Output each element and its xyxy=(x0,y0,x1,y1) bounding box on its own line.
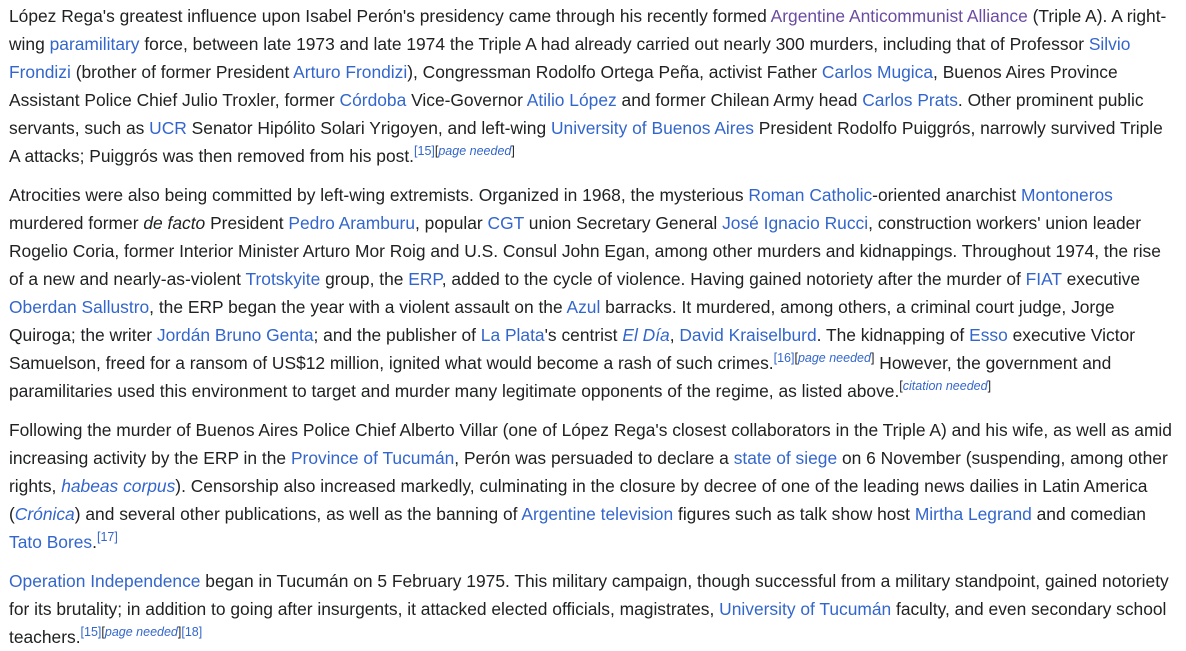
text-run: faculty, and even secondary school teachers. xyxy=(9,599,1167,647)
text-run: 's centrist xyxy=(544,325,623,345)
inline-link[interactable]: state of siege xyxy=(733,448,838,468)
inline-link[interactable]: Córdoba xyxy=(339,90,407,110)
inline-link[interactable]: Atilio López xyxy=(526,90,617,110)
reference-superscript xyxy=(97,530,118,544)
inline-link[interactable]: University of Tucumán xyxy=(719,599,892,619)
paragraph xyxy=(9,2,1177,170)
text-run: However, the government and paramilitaries used this environment to target and murder many legitimate opponents of the regime, as listed above. xyxy=(9,353,1112,401)
inline-link[interactable]: Roman Catholic xyxy=(748,185,873,205)
text-run: ] xyxy=(511,144,515,159)
text-run: Senator Hipólito Solari Yrigoyen, and left-wing xyxy=(186,118,551,138)
text-run: ). Censorship also increased markedly, culminating in the closure by decree of one of the leading news dailies in Latin America ( xyxy=(9,476,1148,524)
reference-superscript xyxy=(414,144,515,158)
text-run: [ xyxy=(899,379,903,394)
inline-link[interactable]: David Kraiselburd xyxy=(679,325,817,345)
inline-link[interactable]: Oberdan Sallustro xyxy=(9,297,150,317)
inline-link[interactable]: Tato Bores xyxy=(9,532,93,552)
text-run: , xyxy=(669,325,680,345)
inline-link[interactable]: Argentine television xyxy=(521,504,674,524)
paragraph xyxy=(9,416,1177,556)
text-run: executive xyxy=(1061,269,1141,289)
link-text: citation needed xyxy=(902,379,988,394)
text-run: ; and the publisher of xyxy=(313,325,481,345)
reference-superscript xyxy=(899,379,991,393)
inline-link[interactable]: Silvio Frondizi xyxy=(9,34,1131,82)
inline-link[interactable]: FIAT xyxy=(1025,269,1062,289)
text-run: , construction workers' union leader Rogelio Coria, former Interior Minister Arturo Mor Roig and U.S. Consul John Egan, among other murders and kidnappings. Throughout 1974, the rise of a new and nearly-as-violent xyxy=(9,213,1161,289)
link-text: page needed xyxy=(104,625,178,640)
text-run: ] xyxy=(870,351,875,366)
link-text: page needed xyxy=(438,144,512,159)
text-run: Vice-Governor xyxy=(406,90,527,110)
inline-link[interactable]: La Plata xyxy=(480,325,545,345)
text-run: , popular xyxy=(415,213,488,233)
text-run: , Buenos Aires Province Assistant Police Chief Julio Troxler, former xyxy=(9,62,1118,110)
paragraph xyxy=(9,181,1177,405)
link-text: El Día xyxy=(622,325,670,345)
text-run: executive Victor Samuelson, freed for a ransom of US$12 million, ignited what would become a rash of such crimes. xyxy=(9,325,1136,373)
inline-link[interactable]: Pedro Aramburu xyxy=(288,213,416,233)
inline-link[interactable]: CGT xyxy=(487,213,524,233)
citation-link[interactable]: [18] xyxy=(181,625,203,640)
inline-link[interactable]: Trotskyite xyxy=(245,269,321,289)
inline-link-italic[interactable] xyxy=(61,476,175,496)
citation-link[interactable]: [15] xyxy=(80,625,102,640)
inline-link[interactable]: Province of Tucumán xyxy=(290,448,455,468)
inline-link[interactable]: ERP xyxy=(408,269,442,289)
italic-text: de facto xyxy=(143,213,206,233)
text-run: force, between late 1973 and late 1974 the Triple A had already carried out nearly 300 murders, including that of Professor xyxy=(139,34,1089,54)
inline-link[interactable]: José Ignacio Rucci xyxy=(722,213,869,233)
reference-superscript xyxy=(774,351,875,365)
inline-link-italic[interactable] xyxy=(622,325,669,345)
paragraph xyxy=(9,567,1177,651)
citation-link[interactable]: [17] xyxy=(96,530,118,545)
text-run: ] xyxy=(987,379,992,394)
text-run: . Other prominent public servants, such as xyxy=(9,90,1144,138)
inline-link[interactable]: Carlos Prats xyxy=(862,90,958,110)
text-run: barracks. It murdered, among others, a criminal court judge, Jorge Quiroga; the writer xyxy=(9,297,1115,345)
inline-link[interactable]: Operation Independence xyxy=(9,571,201,591)
page-needed-link[interactable] xyxy=(798,351,871,365)
text-run: -oriented anarchist xyxy=(872,185,1022,205)
inline-link-italic[interactable] xyxy=(15,504,75,524)
inline-link[interactable]: paramilitary xyxy=(49,34,140,54)
text-run: President Rodolfo Puiggrós, narrowly survived Triple A attacks; Puiggrós was then removed from his post. xyxy=(9,118,1163,166)
text-run: ), Congressman Rodolfo Ortega Peña, activist Father xyxy=(407,62,822,82)
page-needed-link[interactable] xyxy=(438,144,511,158)
link-text: habeas corpus xyxy=(61,476,176,496)
text-run: and comedian xyxy=(1031,504,1146,524)
inline-link[interactable]: Arturo Frondizi xyxy=(293,62,408,82)
text-run: union Secretary General xyxy=(523,213,723,233)
text-run: , Perón was persuaded to declare a xyxy=(454,448,734,468)
citation-link[interactable]: [16] xyxy=(773,351,795,366)
inline-link[interactable]: Argentine Anticommunist Alliance xyxy=(770,6,1028,26)
text-run: and former Chilean Army head xyxy=(616,90,863,110)
inline-link[interactable]: Azul xyxy=(566,297,601,317)
text-run: murdered former xyxy=(9,213,144,233)
text-run: President xyxy=(205,213,289,233)
inline-link[interactable]: Esso xyxy=(969,325,1008,345)
text-run: (brother of former President xyxy=(70,62,294,82)
text-run: , added to the cycle of violence. Having gained notoriety after the murder of xyxy=(441,269,1026,289)
text-run: ] xyxy=(177,625,182,640)
inline-link[interactable]: Jordán Bruno Genta xyxy=(156,325,314,345)
text-run: . xyxy=(92,532,97,552)
inline-link[interactable]: Carlos Mugica xyxy=(821,62,934,82)
text-run: on 6 November (suspending, among other rights, xyxy=(9,448,1168,496)
text-run: . The kidnapping of xyxy=(816,325,970,345)
text-run: (Triple A). A right-wing xyxy=(9,6,1167,54)
citation-link[interactable]: [15] xyxy=(414,144,435,159)
text-run: [ xyxy=(101,625,105,640)
text-run: figures such as talk show host xyxy=(673,504,915,524)
page-needed-link[interactable] xyxy=(105,625,178,639)
inline-link[interactable]: University of Buenos Aires xyxy=(550,118,754,138)
text-run: [ xyxy=(794,351,798,366)
text-run: began in Tucumán on 5 February 1975. This military campaign, though successful from a military standpoint, gained notoriety for its brutality; in addition to going after insurgents, it attacked elected officials, magistrates, xyxy=(9,571,1169,619)
link-text: page needed xyxy=(797,351,871,366)
text-run: López Rega's greatest influence upon Isabel Perón's presidency came through his recently formed xyxy=(9,6,771,26)
link-text: Crónica xyxy=(14,504,75,524)
text-run: ) and several other publications, as well as the banning of xyxy=(74,504,522,524)
reference-superscript xyxy=(81,625,203,639)
inline-link[interactable]: Montoneros xyxy=(1021,185,1113,205)
text-run: Atrocities were also being committed by left-wing extremists. Organized in 1968, the mysterious xyxy=(9,185,749,205)
inline-link[interactable]: UCR xyxy=(149,118,187,138)
text-run: [ xyxy=(434,144,439,159)
inline-link[interactable]: Mirtha Legrand xyxy=(914,504,1032,524)
text-run: Following the murder of Buenos Aires Police Chief Alberto Villar (one of López Rega's closest collaborators in the Triple A) and his wife, as well as amid increasing activity by the ERP in the xyxy=(9,420,1172,468)
text-run: , the ERP began the year with a violent assault on the xyxy=(149,297,567,317)
page-needed-link[interactable] xyxy=(903,379,988,393)
text-run: group, the xyxy=(320,269,409,289)
